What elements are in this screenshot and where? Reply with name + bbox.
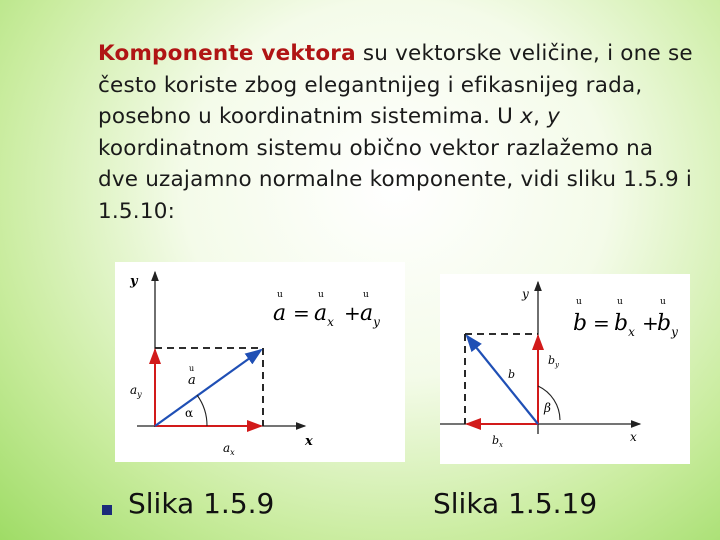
component-ax-label: $a_x$ <box>223 441 235 457</box>
equation-2 <box>573 297 678 339</box>
vector-b-arrow <box>467 336 538 424</box>
highlight-term: Komponente vektora <box>98 41 356 66</box>
component-bx-label: $b_x$ <box>492 434 503 449</box>
eq2-term-2: $b_y$ <box>657 311 678 339</box>
vector-a-label: a <box>188 373 196 388</box>
eq2-unit-mark-2: u <box>617 297 623 307</box>
eq2-lhs: b <box>573 311 588 336</box>
eq2-term-1: $b_x$ <box>614 311 635 339</box>
vector-a-arrow <box>155 350 261 426</box>
vector-b-label: b <box>508 368 516 381</box>
intro-paragraph <box>98 38 698 227</box>
eq1-term-1: $a_x$ <box>314 301 334 329</box>
x-axis-label: x <box>305 434 313 449</box>
paragraph-text-2: koordinatnom sistemu obično vektor razlažemo na dve uzajamno normalne komponente, vidi sliku 1.5.9 i 1.5.10: <box>98 135 693 224</box>
figure-2-diagram <box>440 274 690 464</box>
eq1-plus: + <box>344 301 361 325</box>
paragraph-comma: , <box>533 104 548 129</box>
equation-1 <box>273 290 380 329</box>
caption-figure-2: Slika 1.5.19 <box>433 487 598 520</box>
eq1-unit-mark-3: u <box>363 290 369 300</box>
y-axis-label: y <box>130 274 138 289</box>
component-ay-label: $a_y$ <box>130 383 142 399</box>
angle-beta-label: β <box>544 401 551 415</box>
caption-figure-1: Slika 1.5.9 <box>128 487 275 520</box>
eq1-unit-mark-1: u <box>277 290 283 300</box>
bullet-square-icon <box>102 505 112 515</box>
vector-a-unit-mark: u <box>189 364 195 373</box>
eq1-lhs: a <box>273 301 287 326</box>
angle-alpha-label: α <box>185 406 194 420</box>
eq1-unit-mark-2: u <box>318 290 324 300</box>
paragraph-text-1: su vektorske veličine, i one se često koriste zbog elegantnijeg i efikasnijeg rada, posebno u koordinatnim sistemima. U <box>98 41 693 129</box>
variable-x: x <box>520 104 534 129</box>
eq2-plus: + <box>642 311 659 335</box>
figure-1-diagram <box>115 262 405 462</box>
x-axis-2-label: x <box>630 430 637 444</box>
variable-y: y <box>547 104 561 129</box>
figure-2-panel <box>440 274 690 464</box>
figure-1-panel <box>115 262 405 462</box>
eq2-unit-mark-1: u <box>576 297 582 307</box>
angle-alpha-arc <box>197 395 207 426</box>
eq1-term-2: $a_y$ <box>360 301 380 329</box>
component-by-label: $b_y$ <box>548 354 560 369</box>
eq1-equals: = <box>293 301 310 325</box>
y-axis-2-label: y <box>522 287 529 301</box>
eq2-unit-mark-3: u <box>660 297 666 307</box>
eq2-equals: = <box>593 311 610 335</box>
